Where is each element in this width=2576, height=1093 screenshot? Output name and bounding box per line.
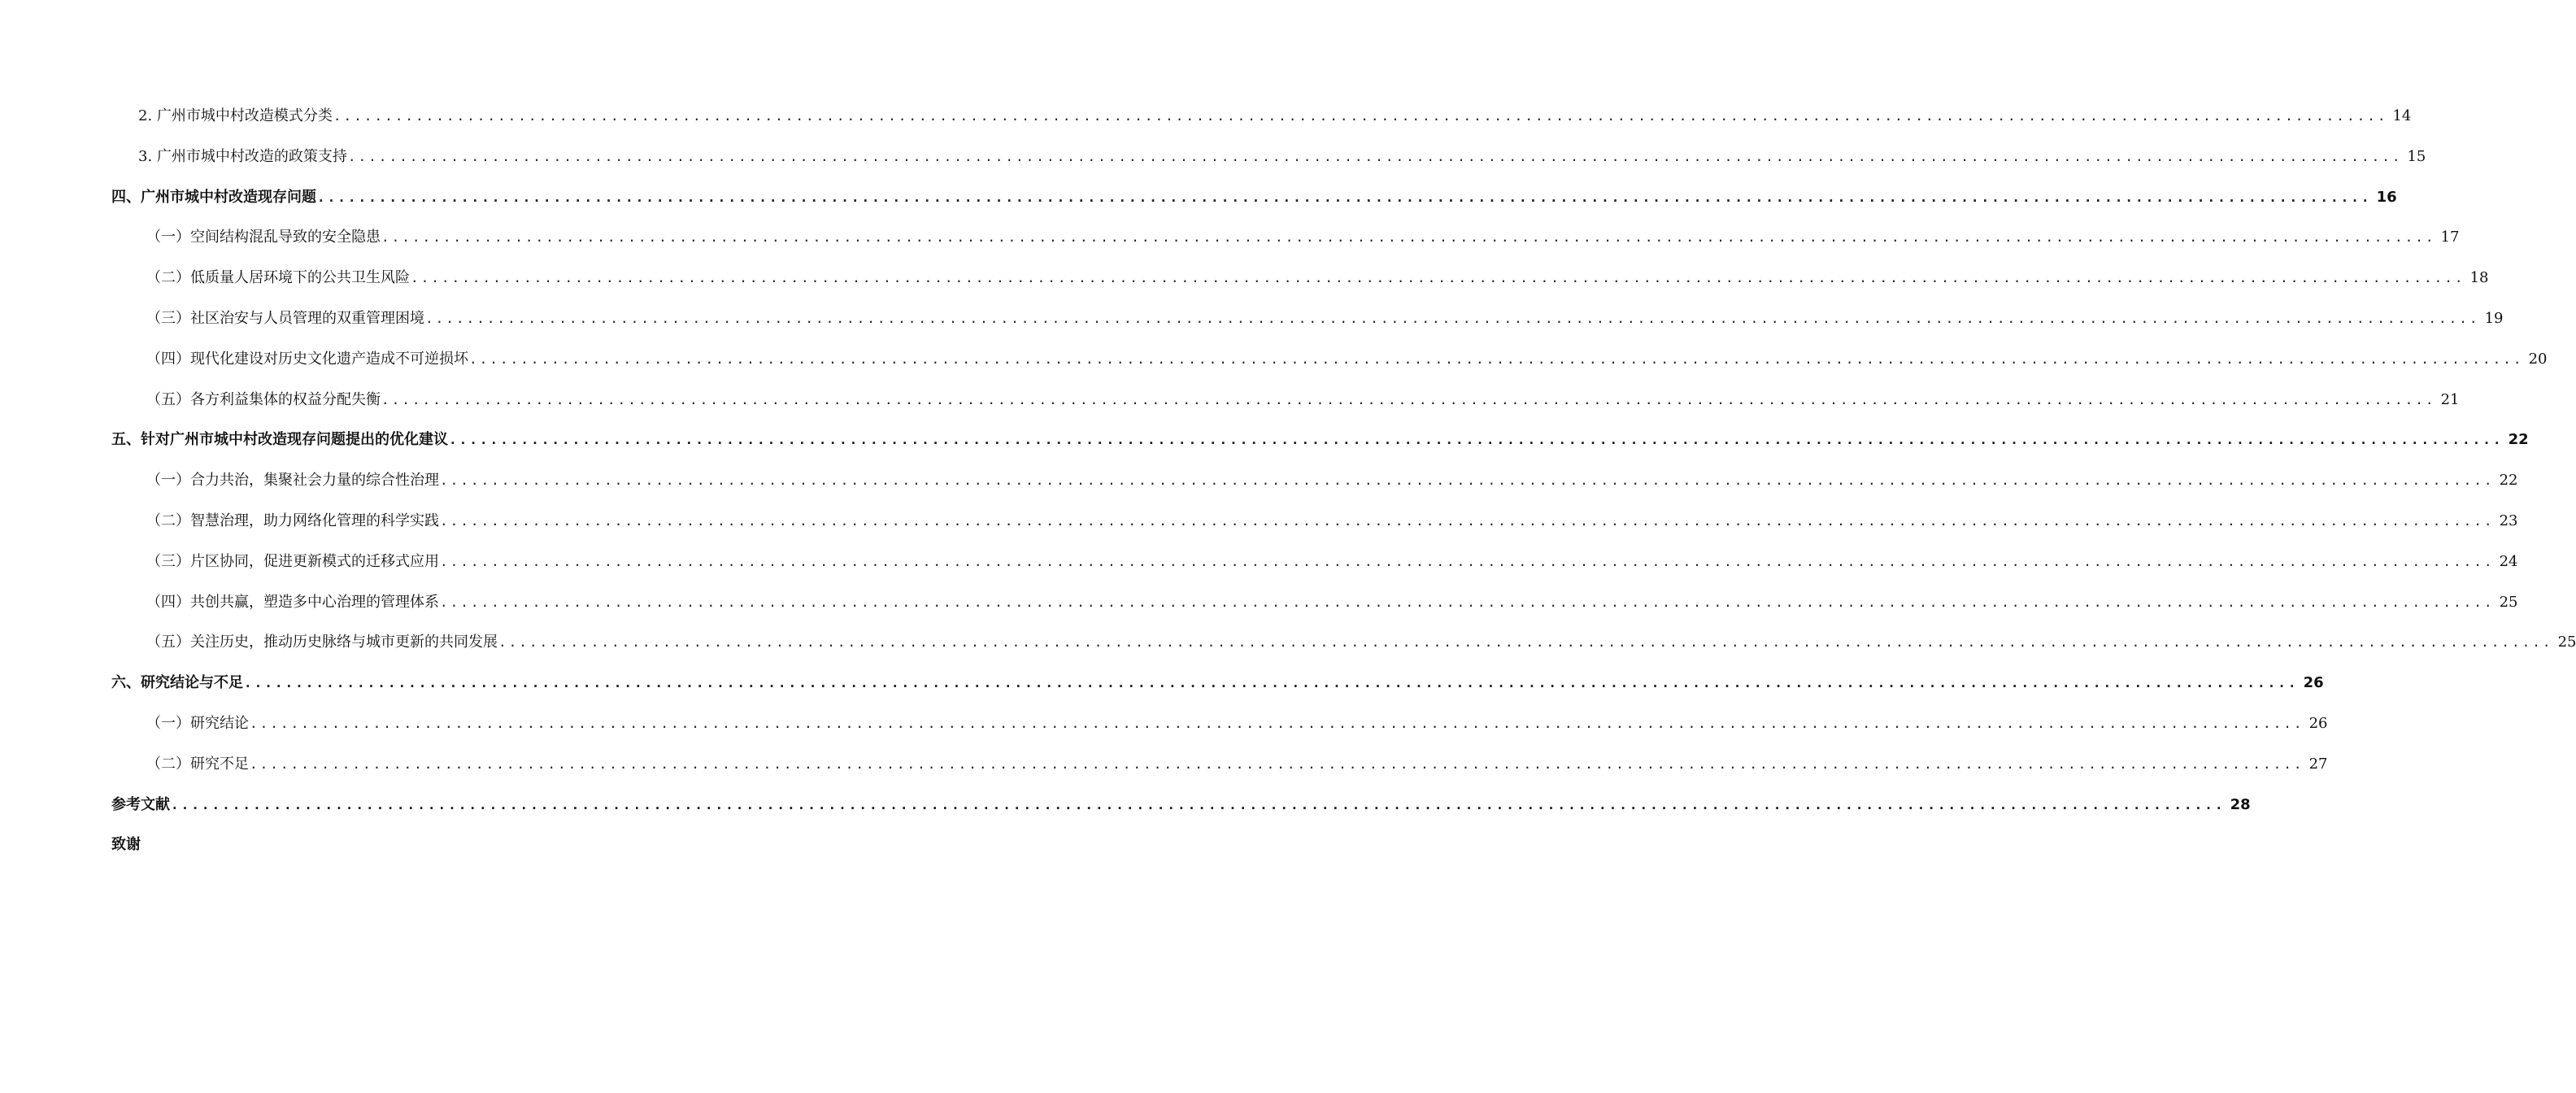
toc-section-entry[interactable] <box>0 263 2489 287</box>
toc-dot-leader: ........................................................................................................................................................................................................ <box>469 351 2524 367</box>
toc-page-number: 28 <box>2230 796 2251 813</box>
toc-entry-title: （一）合力共治，集聚社会力量的综合性治理 <box>146 472 439 489</box>
toc-chapter-entry[interactable] <box>0 790 2251 814</box>
toc-page-number: 25 <box>2557 634 2576 651</box>
toc-dot-leader: ........................................................................................................................................................................................................ <box>250 756 2304 772</box>
toc-dot-leader: ........................................................................................................................................................................................................ <box>425 311 2480 326</box>
toc-section-entry[interactable] <box>0 749 2328 773</box>
toc-page-number: 23 <box>2499 512 2518 529</box>
toc-dot-leader: ........................................................................................................................................................................................................ <box>347 149 2403 164</box>
toc-entry-title: 2. 广州市城中村改造模式分类 <box>138 107 333 124</box>
toc-entry-title: （一）研究结论 <box>146 715 249 732</box>
toc-page-number: 27 <box>2308 756 2328 773</box>
toc-section-entry[interactable] <box>0 385 2460 409</box>
toc-section-entry[interactable] <box>0 101 2412 125</box>
toc-section-entry[interactable] <box>0 465 2518 490</box>
toc-chapter-entry[interactable] <box>0 668 2324 692</box>
toc-page-number: 18 <box>2469 269 2489 286</box>
toc-page-number: 26 <box>2308 715 2328 732</box>
toc-entry-title: （二）研究不足 <box>146 756 249 773</box>
toc-dot-leader: ........................................................................................................................................................................................................ <box>381 392 2436 407</box>
toc-section-entry[interactable] <box>0 506 2518 530</box>
toc-entry-title: 六、研究结论与不足 <box>111 674 243 691</box>
toc-page-number: 19 <box>2484 310 2504 327</box>
toc-page-number: 15 <box>2407 148 2426 165</box>
toc-entry-title: （四）现代化建设对历史文化遗产造成不可逆损坏 <box>146 351 468 368</box>
toc-dot-leader: ........................................................................................................................................................................................................ <box>440 513 2495 529</box>
toc-section-entry[interactable] <box>0 344 2548 368</box>
toc-dot-leader: ........................................................................................................................................................................................................ <box>411 270 2465 285</box>
toc-chapter-entry[interactable] <box>0 182 2397 207</box>
toc-dot-leader: ........................................................................................................................................................................................................ <box>244 675 2299 690</box>
toc-entry-title: （五）各方利益集体的权益分配失衡 <box>146 391 381 408</box>
toc-page-number: 24 <box>2499 553 2518 570</box>
toc-dot-leader: ........................................................................................................................................................................................................ <box>440 554 2495 569</box>
toc-entry-title: 五、针对广州市城中村改造现存问题提出的优化建议 <box>111 431 448 448</box>
toc-entry-title: （一）空间结构混乱导致的安全隐患 <box>146 229 381 246</box>
toc-section-entry[interactable] <box>0 587 2518 612</box>
toc-page-number: 25 <box>2499 594 2518 611</box>
toc-section-entry[interactable] <box>0 546 2518 571</box>
toc-dot-leader: ........................................................................................................................................................................................................ <box>498 634 2553 650</box>
toc-dot-leader: ........................................................................................................................................................................................................ <box>440 594 2495 610</box>
toc-page-number: 26 <box>2303 674 2324 691</box>
toc-entry-title: （二）低质量人居环境下的公共卫生风险 <box>146 269 410 286</box>
toc-dot-leader: ........................................................................................................................................................................................................ <box>317 189 2372 205</box>
toc-page-number: 21 <box>2440 391 2460 408</box>
toc-entry-title: 四、广州市城中村改造现存问题 <box>111 189 316 206</box>
toc-page-number: 14 <box>2392 107 2412 124</box>
toc-entry-title: 参考文献 <box>111 796 170 813</box>
toc-page-number: 22 <box>2508 431 2529 448</box>
toc-entry-title: 3. 广州市城中村改造的政策支持 <box>138 148 347 165</box>
toc-page-number: 22 <box>2499 472 2518 489</box>
toc-chapter-entry[interactable] <box>0 830 772 854</box>
toc-entry-title: （四）共创共赢，塑造多中心治理的管理体系 <box>146 594 439 611</box>
toc-page-number: 16 <box>2376 189 2397 206</box>
toc-section-entry[interactable] <box>0 627 2576 651</box>
toc-dot-leader: ........................................................................................................................................................................................................ <box>333 108 2388 124</box>
toc-dot-leader: ........................................................................................................................................................................................................ <box>250 716 2304 731</box>
toc-dot-leader: ........................................................................................................................................................................................................ <box>171 797 2226 812</box>
toc-page-number: 17 <box>2440 229 2460 246</box>
toc-chapter-entry[interactable] <box>0 425 2529 449</box>
toc-section-entry[interactable] <box>0 222 2460 246</box>
toc-dot-leader: ........................................................................................................................................................................................................ <box>449 432 2504 447</box>
toc-section-entry[interactable] <box>0 303 2504 328</box>
toc-section-entry[interactable] <box>0 708 2328 733</box>
toc-entry-title: （二）智慧治理，助力网络化管理的科学实践 <box>146 512 439 529</box>
toc-page-number: 20 <box>2528 351 2548 368</box>
toc-section-entry[interactable] <box>0 142 2426 166</box>
toc-entry-title: 致谢 <box>111 836 141 853</box>
toc-entry-title: （五）关注历史，推动历史脉络与城市更新的共同发展 <box>146 634 498 651</box>
toc-dot-leader: ........................................................................................................................................................................................................ <box>381 229 2436 245</box>
toc-dot-leader: ........................................................................................................................................................................................................ <box>440 472 2495 488</box>
toc-entry-title: （三）社区治安与人员管理的双重管理困境 <box>146 310 424 327</box>
toc-entry-title: （三）片区协同，促进更新模式的迁移式应用 <box>146 553 439 570</box>
